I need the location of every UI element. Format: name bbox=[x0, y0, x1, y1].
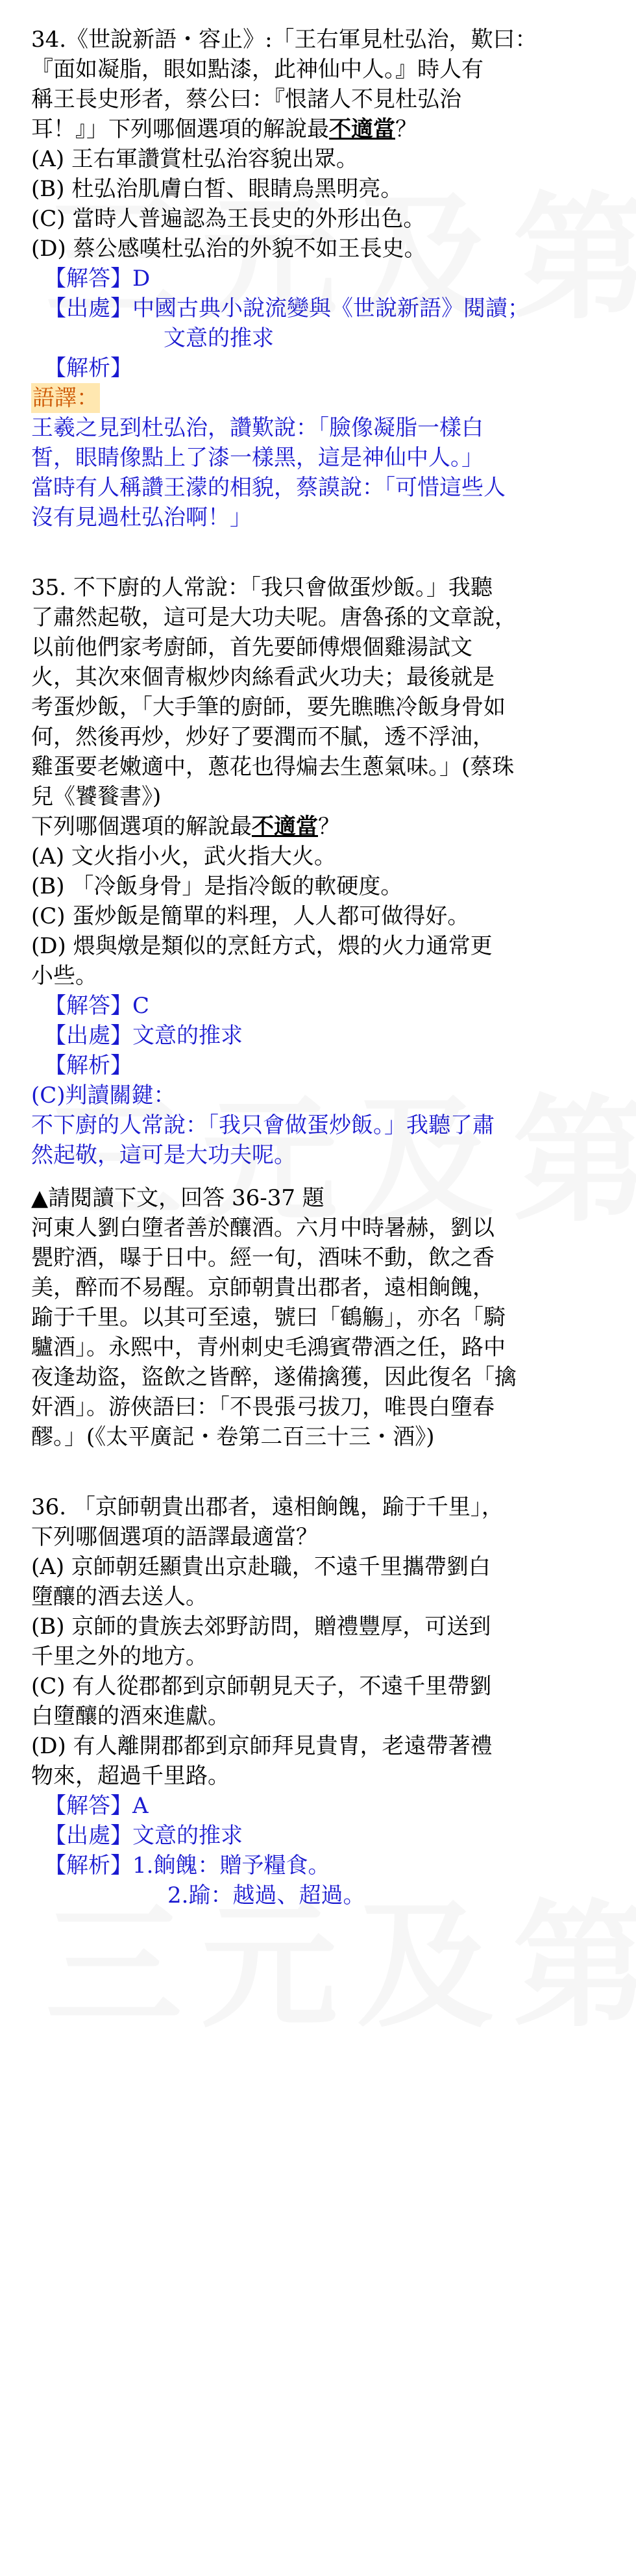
option-b: (B) 「冷飯身骨」是指冷飯的軟硬度。 bbox=[31, 873, 403, 899]
option-a-continued: 墮釀的酒去送人。 bbox=[31, 1584, 208, 1610]
answer-row bbox=[31, 1791, 614, 1821]
option-b: (B) 杜弘治肌膚白皙、眼睛烏黑明亮。 bbox=[31, 176, 403, 202]
translation-line: 沒有見過杜弘治啊！」 bbox=[31, 505, 252, 531]
question-stem-line: 下列哪個選項的語譯最適當？ bbox=[31, 1524, 318, 1550]
passage-line: 河東人劉白墮者善於釀酒。六月中時暑赫，劉以 bbox=[31, 1215, 495, 1241]
translation-line: 王羲之見到杜弘治，讚歎說：「臉像凝脂一樣白 bbox=[31, 415, 483, 441]
passage-line: 美，醉而不易醒。京師朝貴出郡者，遠相餉餽， bbox=[31, 1275, 495, 1301]
question-stem-line bbox=[31, 114, 614, 144]
source-row bbox=[31, 1821, 614, 1851]
question-ask-text: 下列哪個選項的解說最 bbox=[31, 814, 252, 840]
source-label: 【出處】 bbox=[44, 295, 132, 321]
emphasis-not-appropriate: 不適當 bbox=[329, 116, 395, 142]
question-mark: ？ bbox=[395, 116, 417, 142]
question-stem-line: 稱王長史形者，蔡公曰：『恨諸人不見杜弘治 bbox=[31, 86, 461, 112]
option-d: (D) 有人離開郡都到京師拜見貴胄，老遠帶著禮 bbox=[31, 1733, 493, 1759]
analysis-label: 【解析】 bbox=[44, 355, 132, 381]
option-d-continued: 小些。 bbox=[31, 963, 97, 989]
option-b: (B) 京師的貴族去郊野訪問，贈禮豐厚，可送到 bbox=[31, 1614, 491, 1640]
question-stem-line: 雞蛋要老嫩適中，蔥花也得煸去生蔥氣味。」(蔡珠 bbox=[31, 754, 515, 780]
analysis-item: 1.餉餽：贈予糧食。 bbox=[132, 1853, 330, 1879]
source-label: 【出處】 bbox=[44, 1823, 132, 1849]
spacer bbox=[31, 1482, 614, 1492]
source-row bbox=[31, 294, 614, 323]
source-value-continued: 文意的推求 bbox=[164, 325, 274, 351]
translation-line: 皙，眼睛像點上了漆一樣黑，這是神仙中人。」 bbox=[31, 445, 483, 471]
passage-line: 醪。」(《太平廣記・卷第二百三十三・酒》) bbox=[31, 1424, 435, 1450]
question-stem-line: 火，其次來個青椒炒肉絲看武火功夫；最後就是 bbox=[31, 664, 495, 690]
passage-heading: ▲請閱讀下文，回答 36-37 題 bbox=[31, 1185, 324, 1211]
passage-line: 夜逢劫盜，盜飲之皆醉，遂備擒獲，因此復名「擒 bbox=[31, 1364, 517, 1390]
question-stem-line: 以前他們家考廚師，首先要師傅煨個雞湯試文 bbox=[31, 634, 472, 660]
question-stem-line: 『面如凝脂，眼如點漆，此神仙中人。』時人有 bbox=[31, 56, 483, 82]
question-stem-line: 35. 不下廚的人常說：「我只會做蛋炒飯。」我聽 bbox=[31, 575, 493, 601]
key-line: 不下廚的人常說：「我只會做蛋炒飯。」我聽了肅 bbox=[31, 1112, 495, 1138]
answer-value: D bbox=[132, 266, 151, 292]
question-36 bbox=[31, 1492, 614, 1910]
question-stem-line: 34.《世說新語・容止》:「王右軍見杜弘治，歎曰： bbox=[31, 27, 537, 53]
option-a: (A) 京師朝廷顯貴出京赴職，不遠千里攜帶劉白 bbox=[31, 1554, 491, 1580]
source-label: 【出處】 bbox=[44, 1023, 132, 1049]
option-d-continued: 物來，超過千里路。 bbox=[31, 1763, 230, 1789]
question-stem-line: 何，然後再炒，炒好了要潤而不膩，透不浮油， bbox=[31, 724, 495, 750]
answer-row bbox=[31, 264, 614, 294]
spacer bbox=[31, 1170, 614, 1183]
option-a: (A) 文火指小火，武火指大火。 bbox=[31, 844, 336, 869]
key-label: (C)判讀關鍵： bbox=[31, 1082, 176, 1108]
analysis-row bbox=[31, 1851, 614, 1881]
question-35 bbox=[31, 573, 614, 1170]
spacer bbox=[31, 1452, 614, 1482]
answer-value: A bbox=[132, 1793, 149, 1819]
analysis-label: 【解析】 bbox=[44, 1053, 132, 1079]
question-stem-text: 耳！』」下列哪個選項的解說最 bbox=[31, 116, 329, 142]
translation-label: 語譯： bbox=[31, 383, 100, 413]
source-value: 文意的推求 bbox=[132, 1023, 243, 1049]
source-value: 中國古典小說流變與《世說新語》閱讀； bbox=[132, 295, 530, 321]
question-stem-line: 36. 「京師朝貴出郡者，遠相餉餽，踰于千里」， bbox=[31, 1494, 504, 1520]
answer-row bbox=[31, 991, 614, 1021]
answer-label: 【解答】 bbox=[44, 266, 132, 292]
answer-label: 【解答】 bbox=[44, 1793, 132, 1819]
option-a: (A) 王右軍讚賞杜弘治容貌出眾。 bbox=[31, 146, 358, 172]
option-c: (C) 當時人普遍認為王長史的外形出色。 bbox=[31, 206, 426, 232]
option-d: (D) 蔡公感嘆杜弘治的外貌不如王長史。 bbox=[31, 236, 426, 262]
question-ask bbox=[31, 812, 614, 842]
option-c-continued: 白墮釀的酒來進獻。 bbox=[31, 1703, 230, 1729]
passage-line: 踰于千里。以其可至遠，號曰「鶴觴」，亦名「騎 bbox=[31, 1305, 506, 1331]
emphasis-not-appropriate: 不適當 bbox=[252, 814, 318, 840]
source-row bbox=[31, 1021, 614, 1051]
key-line: 然起敬，這可是大功夫呢。 bbox=[31, 1142, 296, 1168]
spacer bbox=[31, 562, 614, 573]
question-mark: ？ bbox=[318, 814, 340, 840]
reading-passage bbox=[31, 1183, 614, 1452]
passage-line: 甖貯酒，曝于日中。經一旬，酒味不動，飲之香 bbox=[31, 1245, 495, 1271]
question-stem-line: 兒《饕餮書》) bbox=[31, 784, 162, 810]
translation-line: 當時有人稱讚王濛的相貌，蔡謨說：「可惜這些人 bbox=[31, 475, 506, 501]
option-c: (C) 蛋炒飯是簡單的料理，人人都可做得好。 bbox=[31, 903, 470, 929]
answer-value: C bbox=[132, 993, 150, 1019]
option-c: (C) 有人從郡都到京師朝見天子，不遠千里帶劉 bbox=[31, 1673, 492, 1699]
passage-line: 驢酒」。永熙中，青州刺史毛鴻賓帶酒之任，路中 bbox=[31, 1334, 506, 1360]
source-value: 文意的推求 bbox=[132, 1823, 243, 1849]
option-b-continued: 千里之外的地方。 bbox=[31, 1644, 208, 1669]
analysis-label: 【解析】 bbox=[44, 1853, 132, 1879]
question-stem-line: 考蛋炒飯，「大手筆的廚師，要先瞧瞧冷飯身骨如 bbox=[31, 694, 506, 720]
answer-label: 【解答】 bbox=[44, 993, 132, 1019]
option-d: (D) 煨與燉是類似的烹飪方式，煨的火力通常更 bbox=[31, 933, 493, 959]
spacer bbox=[31, 532, 614, 562]
question-34 bbox=[31, 25, 614, 532]
translation-label-row bbox=[31, 383, 614, 413]
question-stem-line: 了肅然起敬，這可是大功夫呢。唐魯孫的文章說， bbox=[31, 605, 517, 631]
analysis-item: 2.踰：越過、超過。 bbox=[167, 1882, 365, 1908]
passage-line: 奸酒」。游俠語曰：「不畏張弓拔刀，唯畏白墮春 bbox=[31, 1394, 495, 1420]
